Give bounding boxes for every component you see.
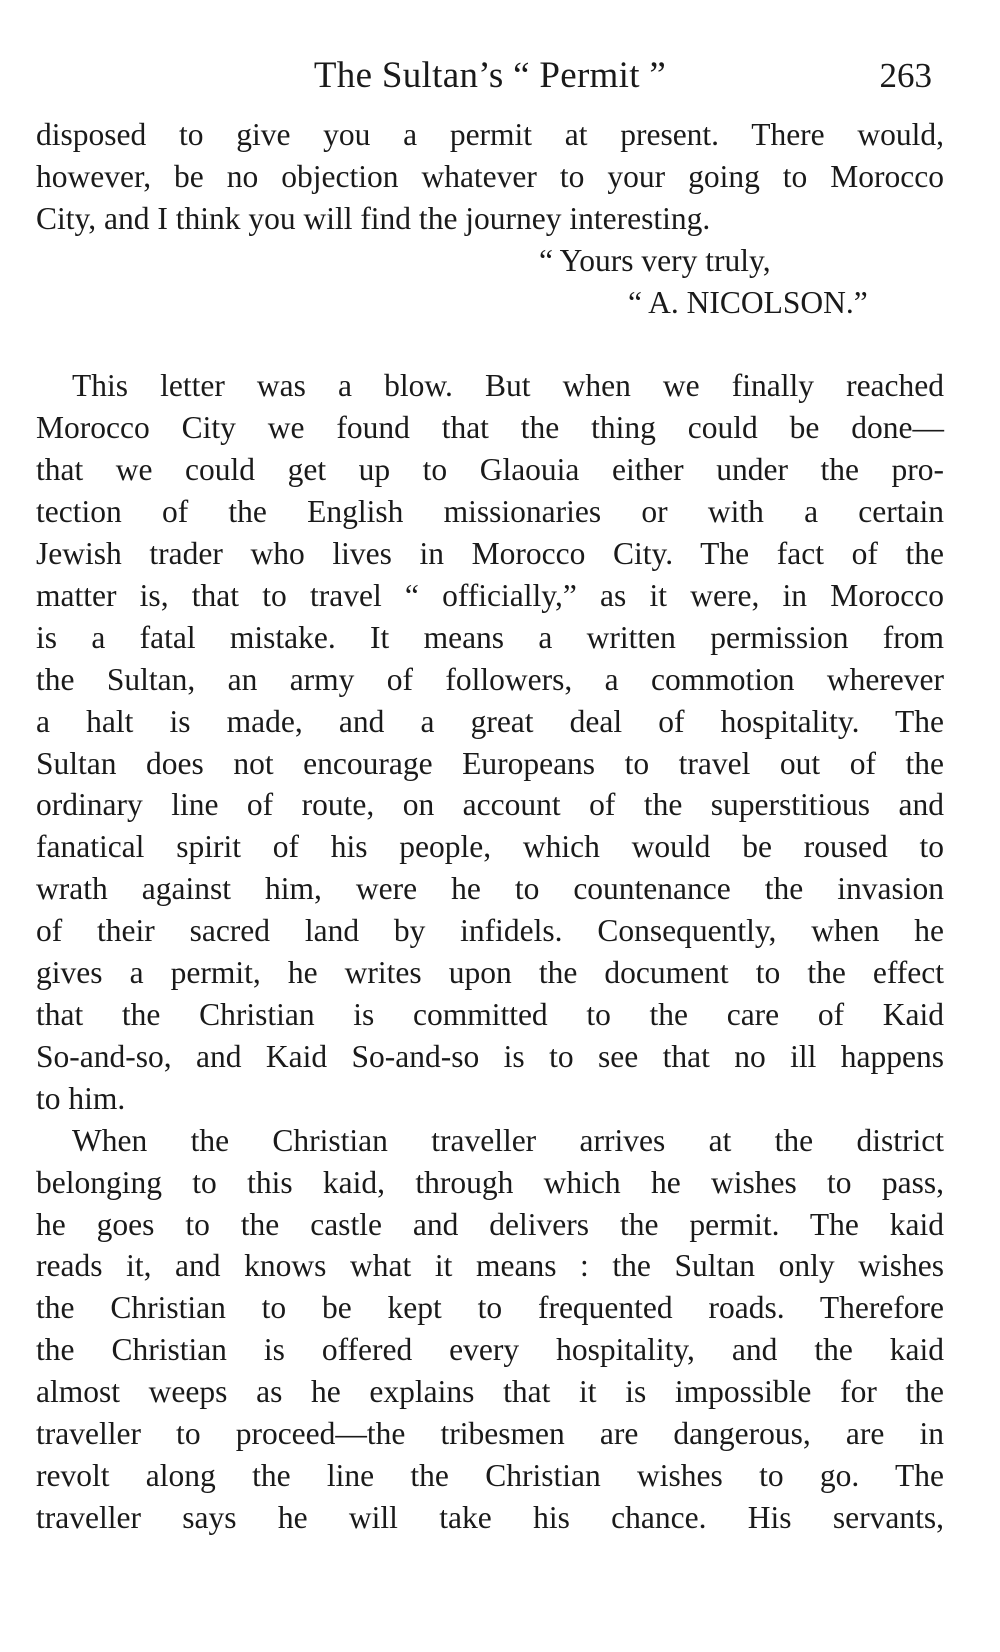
text-line: fanatical spirit of his people, which would be roused to — [36, 829, 944, 865]
text-line: is a fatal mistake. It means a written permission from — [36, 619, 944, 655]
page-number: 263 — [879, 56, 932, 95]
text-line: the Christian to be kept to frequented roads. Therefore — [36, 1290, 944, 1326]
text-line: the Sultan, an army of followers, a commotion wherever — [36, 661, 944, 697]
text-line: however, be no objection whatever to your going to Morocco — [36, 158, 944, 194]
paragraph-gap — [36, 324, 944, 366]
text-line: he goes to the castle and delivers the permit. The kaid — [36, 1206, 944, 1242]
running-head — [36, 50, 944, 114]
text-line: revolt along the line the Christian wishes to go. The — [36, 1457, 944, 1493]
text-line: So-and-so, and Kaid So-and-so is to see that no ill happens — [36, 1038, 944, 1074]
text-line: matter is, that to travel “ officially,” as it were, in Morocco — [36, 577, 944, 613]
text-line: City, and I think you will find the journey interesting. — [36, 200, 711, 236]
text-line: belonging to this kaid, through which he wishes to pass, — [36, 1164, 944, 1200]
text-line: traveller to proceed—the tribesmen are dangerous, are in — [36, 1416, 944, 1452]
body-text — [36, 114, 944, 1539]
text-line: reads it, and knows what it means : the Sultan only wishes — [36, 1248, 944, 1284]
text-line: Jewish trader who lives in Morocco City. The fact of the — [36, 536, 944, 572]
text-line: tection of the English missionaries or with a certain — [36, 494, 944, 530]
running-title: The Sultan’s “ Permit ” — [313, 55, 667, 96]
text-line: disposed to give you a permit at present. There would, — [36, 117, 944, 152]
letter-signature: “ A. NICOLSON.” — [628, 284, 868, 320]
book-page — [36, 50, 944, 1539]
paragraph — [36, 365, 944, 1119]
text-line: gives a permit, he writes upon the document to the effect — [36, 955, 944, 991]
text-line: traveller says he will take his chance. His servants, — [36, 1499, 944, 1535]
text-line: that the Christian is committed to the care of Kaid — [36, 997, 944, 1033]
letter-excerpt — [36, 114, 944, 324]
text-line: a halt is made, and a great deal of hospitality. The — [36, 703, 944, 739]
text-line: to him. — [36, 1080, 126, 1116]
paragraph — [36, 1120, 944, 1539]
text-line: wrath against him, were he to countenance the invasion — [36, 871, 944, 907]
text-line: This letter was a blow. But when we finally reached — [72, 368, 944, 404]
text-line: When the Christian traveller arrives at the district — [72, 1122, 944, 1158]
text-line: Morocco City we found that the thing could be done— — [36, 410, 944, 446]
text-line: the Christian is offered every hospitality, and the kaid — [36, 1332, 944, 1368]
letter-closing: “ Yours very truly, — [539, 242, 771, 278]
text-line: of their sacred land by infidels. Consequently, when he — [36, 913, 944, 949]
text-line: ordinary line of route, on account of the superstitious and — [36, 787, 944, 823]
text-line: Sultan does not encourage Europeans to travel out of the — [36, 745, 944, 781]
text-line: almost weeps as he explains that it is impossible for the — [36, 1374, 944, 1410]
text-line: that we could get up to Glaouia either under the pro- — [36, 452, 944, 488]
